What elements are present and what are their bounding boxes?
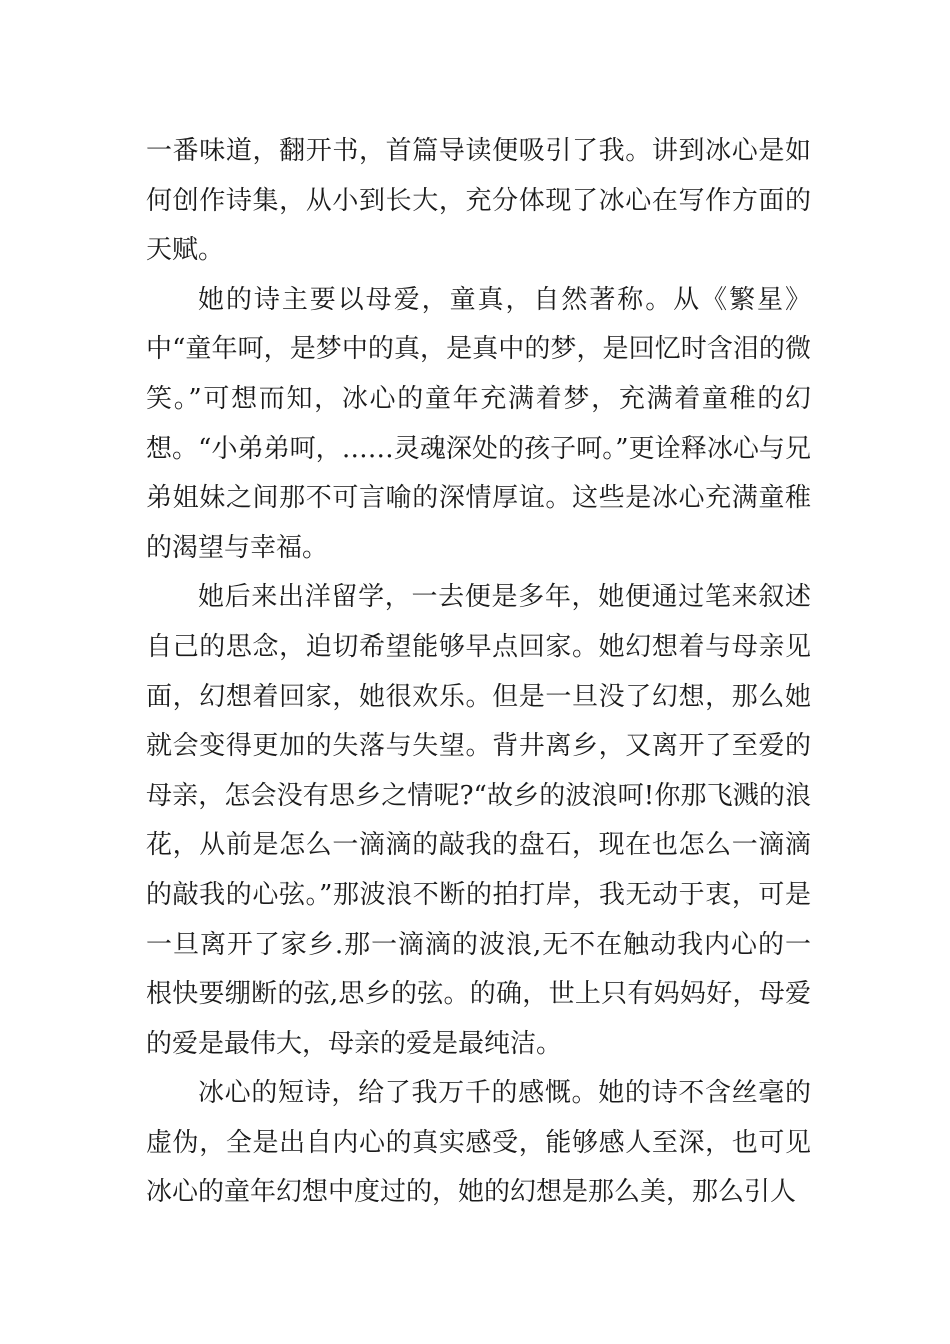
paragraph-2: 她的诗主要以母爱，童真，自然著称。从《繁星》中“童年呵，是梦中的真，是真中的梦，是回忆时含泪的微笑。”可想而知，冰心的童年充满着梦，充满着童稚的幻想。“小弟弟呵，……灵魂深处的孩子呵。”更诠释冰心与兄弟姐妹之间那不可言喻的深情厚谊。这些是冰心充满童稚的渴望与幸福。	[146, 284, 811, 563]
paragraph-3: 她后来出洋留学，一去便是多年，她便通过笔来叙述自己的思念，迫切希望能够早点回家。她幻想着与母亲见面，幻想着回家，她很欢乐。但是一旦没了幻想，那么她就会变得更加的失落与失望。背井离乡，又离开了至爱的母亲，怎会没有思乡之情呢?“故乡的波浪呵!你那飞溅的浪花，从前是怎么一滴滴的敲我的盘石，现在也怎么一滴滴的敲我的心弦。”那波浪不断的拍打岸，我无动于衷，可是一旦离开了家乡.那一滴滴的波浪,无不在触动我内心的一根快要绷断的弦,思乡的弦。的确，世上只有妈妈好，母爱的爱是最伟大，母亲的爱是最纯洁。	[146, 582, 811, 1059]
document-body	[146, 127, 811, 1218]
paragraph-1: 一番味道，翻开书，首篇导读便吸引了我。讲到冰心是如何创作诗集，从小到长大，充分体现了冰心在写作方面的天赋。	[146, 136, 811, 266]
paragraph-4: 冰心的短诗，给了我万千的感慨。她的诗不含丝毫的虚伪，全是出自内心的真实感受，能够感人至深，也可见冰心的童年幻想中度过的，她的幻想是那么美，那么引人	[146, 1078, 811, 1208]
